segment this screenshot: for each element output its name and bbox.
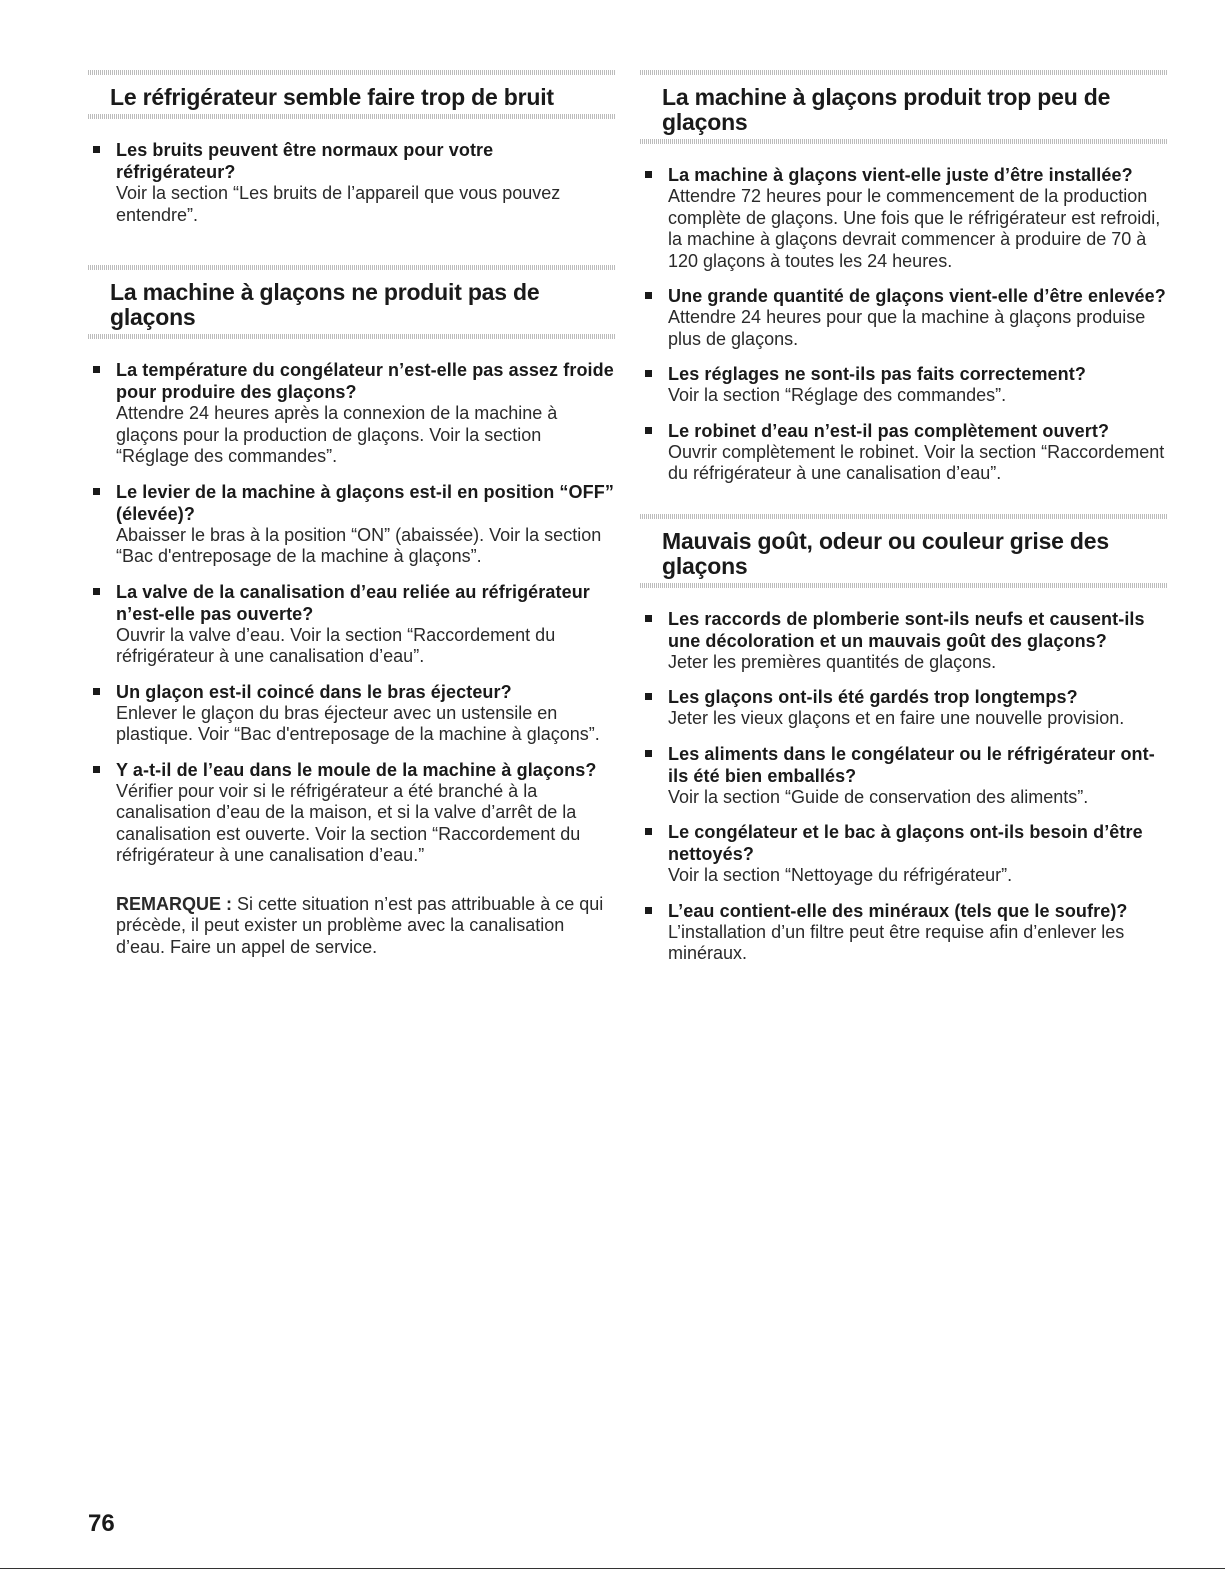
bullet-icon [93, 366, 100, 373]
note-label: REMARQUE : [116, 893, 232, 914]
answer: Attendre 72 heures pour le commencement de la production complète de glaçons. Une fois que le réfrigérateur est refroidi, la machine à glaçons devrait commencer à produire de 70 à 120 glaçons à toutes les 24 heures. [668, 186, 1161, 271]
bullet-icon [93, 688, 100, 695]
note-text: Si cette situation n’est pas attribuable à ce qui précède, il peut exister un problème avec la canalisation d’eau. Faire un appel de service. [116, 893, 604, 957]
answer: Abaisser le bras à la position “ON” (abaissée). Voir la section “Bac d'entreposage de la machine à glaçons”. [116, 524, 602, 566]
question: Le levier de la machine à glaçons est-il en position “OFF” (élevée)? [116, 481, 614, 524]
section-noise [88, 70, 616, 251]
question: Une grande quantité de glaçons vient-elle d’être enlevée? [668, 286, 1166, 306]
bullet-icon [93, 488, 100, 495]
list-item [88, 359, 616, 468]
bullet-icon [93, 766, 100, 773]
question: La machine à glaçons vient-elle juste d’être installée? [668, 165, 1133, 185]
section-rule-top [640, 514, 1168, 519]
section-rule-bottom [88, 114, 616, 119]
section-no-ice [88, 265, 616, 958]
list-item [88, 759, 616, 867]
question: Le congélateur et le bac à glaçons ont-ils besoin d’être nettoyés? [668, 822, 1143, 864]
section-title: Le réfrigérateur semble faire trop de bruit [110, 84, 554, 110]
list-item [88, 581, 616, 668]
answer: Vérifier pour voir si le réfrigérateur a été branché à la canalisation d’eau de la maison, et si la valve d’arrêt de la canalisation est ouverte. Voir la section “Raccordement du réfrigérateur à une canalisation d’eau.” [116, 780, 581, 865]
bullet-icon [645, 907, 652, 914]
answer: L’installation d’un filtre peut être requise afin d’enlever les minéraux. [668, 921, 1125, 963]
answer: Voir la section “Les bruits de l’appareil que vous pouvez entendre”. [116, 183, 561, 225]
section-too-few-ice [640, 70, 1168, 510]
page-number: 76 [88, 1510, 115, 1537]
list-item [640, 900, 1168, 965]
list-item [640, 164, 1168, 272]
list-item [88, 681, 616, 746]
answer: Jeter les vieux glaçons et en faire une nouvelle provision. [668, 708, 1125, 728]
question: La valve de la canalisation d’eau reliée au réfrigérateur n’est-elle pas ouverte? [116, 581, 590, 624]
answer: Jeter les premières quantités de glaçons. [668, 651, 997, 672]
answer: Ouvrir complètement le robinet. Voir la section “Raccordement du réfrigérateur à une canalisation d’eau”. [668, 441, 1165, 483]
bullet-icon [645, 171, 652, 178]
bullet-icon [93, 588, 100, 595]
question: Y a-t-il de l’eau dans le moule de la machine à glaçons? [116, 759, 597, 780]
question: Les glaçons ont-ils été gardés trop longtemps? [668, 687, 1078, 707]
answer: Voir la section “Guide de conservation des aliments”. [668, 786, 1089, 807]
page-bottom-rule [0, 1568, 1225, 1569]
section-title: La machine à glaçons produit trop peu de glaçons [662, 84, 1111, 135]
bullet-icon [645, 427, 652, 434]
item-list [640, 588, 1168, 990]
list-item [88, 481, 616, 568]
note [88, 894, 616, 959]
answer: Attendre 24 heures pour que la machine à glaçons produise plus de glaçons. [668, 307, 1146, 349]
section-title: Mauvais goût, odeur ou couleur grise des glaçons [662, 527, 1109, 579]
section-rule-bottom [640, 583, 1168, 588]
list-item [88, 139, 616, 226]
item-list [88, 339, 616, 892]
bullet-icon [645, 828, 652, 835]
section-rule-bottom [640, 139, 1168, 144]
bullet-icon [645, 292, 652, 299]
question: L’eau contient-elle des minéraux (tels que le soufre)? [668, 900, 1128, 921]
item-list [640, 144, 1168, 510]
section-bad-taste [640, 514, 1168, 990]
bullet-icon [645, 370, 652, 377]
answer: Voir la section “Nettoyage du réfrigérateur”. [668, 865, 1013, 885]
question: Les réglages ne sont-ils pas faits correctement? [668, 364, 1086, 384]
list-item [640, 608, 1168, 674]
answer: Attendre 24 heures après la connexion de la machine à glaçons pour la production de glaçons. Voir la section “Réglage des commandes”. [116, 403, 558, 466]
answer: Ouvrir la valve d’eau. Voir la section “Raccordement du réfrigérateur à une canalisation d’eau”. [116, 624, 556, 666]
section-rule-top [640, 70, 1168, 75]
list-item [640, 743, 1168, 809]
list-item [640, 821, 1168, 887]
item-list [88, 119, 616, 251]
answer: Voir la section “Réglage des commandes”. [668, 385, 1007, 405]
list-item [640, 686, 1168, 730]
bullet-icon [645, 750, 652, 757]
question: La température du congélateur n’est-elle pas assez froide pour produire des glaçons? [116, 360, 614, 402]
left-column [88, 70, 616, 958]
list-item [640, 363, 1168, 407]
list-item [640, 420, 1168, 485]
section-rule-bottom [88, 334, 616, 339]
section-rule-top [88, 265, 616, 270]
section-rule-top [88, 70, 616, 75]
right-column [640, 70, 1168, 990]
question: Les bruits peuvent être normaux pour votre réfrigérateur? [116, 140, 494, 182]
bullet-icon [93, 146, 100, 153]
question: Les raccords de plomberie sont-ils neufs et causent-ils une décoloration et un mauvais goût des glaçons? [668, 608, 1145, 651]
question: Les aliments dans le congélateur ou le réfrigérateur ont-ils été bien emballés? [668, 743, 1155, 786]
list-item [640, 285, 1168, 350]
question: Un glaçon est-il coincé dans le bras éjecteur? [116, 681, 512, 702]
bullet-icon [645, 615, 652, 622]
section-title: La machine à glaçons ne produit pas de glaçons [110, 279, 540, 330]
bullet-icon [645, 693, 652, 700]
answer: Enlever le glaçon du bras éjecteur avec un ustensile en plastique. Voir “Bac d'entreposage de la machine à glaçons”. [116, 702, 600, 744]
question: Le robinet d’eau n’est-il pas complètement ouvert? [668, 420, 1110, 441]
